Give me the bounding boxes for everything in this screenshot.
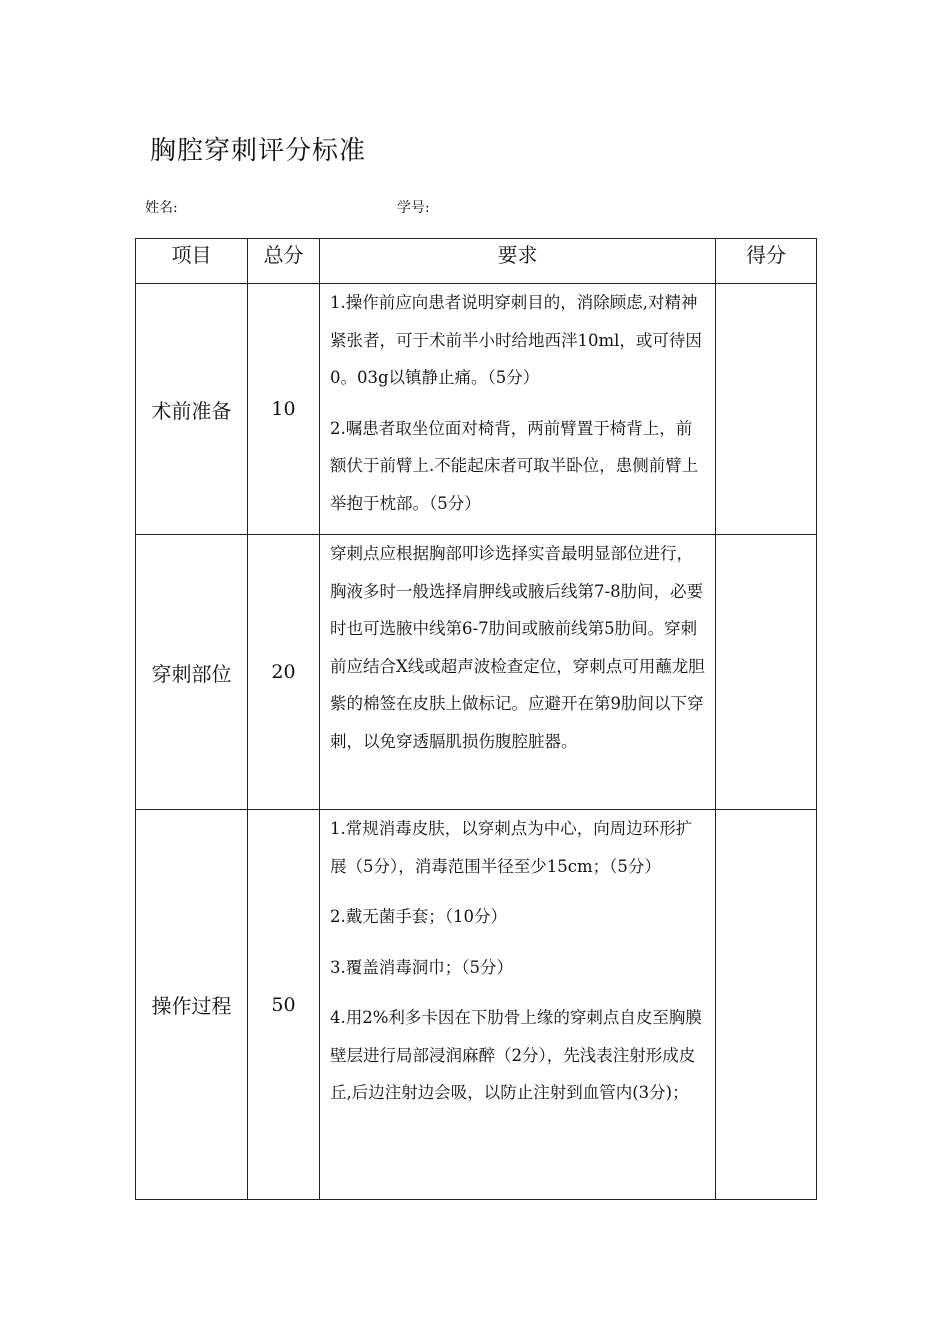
item-cell: 术前准备 [136,284,248,535]
requirement-text: 穿刺点应根据胸部叩诊选择实音最明显部位进行，胸液多时一般选择肩胛线或腋后线第7-8肋间，必要时也可选腋中线第6-7肋间或腋前线第5肋间。穿刺前应结合X线或超声波检查定位，穿刺点可用蘸龙胆紫的棉签在皮肤上做标记。应避开在第9肋间以下穿刺，以免穿透膈肌损伤腹腔脏器。 [330,544,705,751]
score-cell [716,810,817,1200]
requirement-text: 1.常规消毒皮肤，以穿刺点为中心，向周边环形扩展（5分），消毒范围半径至少15cm；（5分） [330,819,693,876]
requirement-text: 3.覆盖消毒洞巾；（5分） [330,957,513,977]
total-cell: 20 [248,535,320,810]
requirement-text: 4.用2%利多卡因在下肋骨上缘的穿刺点自皮至胸膜壁层进行局部浸润麻醉（2分），先浅表注射形成皮丘,后边注射边会吸，以防止注射到血管内(3分)； [330,1008,702,1102]
scoring-table [135,238,817,1200]
total-cell: 50 [248,810,320,1200]
name-label: 姓名: [145,200,178,216]
item-cell: 操作过程 [136,810,248,1200]
total-cell: 10 [248,284,320,535]
score-cell [716,535,817,810]
table-row [136,810,817,1200]
requirement-cell [320,284,716,535]
table-row [136,284,817,535]
table-row [136,535,817,810]
score-cell [716,284,817,535]
student-id-label: 学号: [397,200,430,216]
document-title: 胸腔穿刺评分标准 [150,136,367,166]
header-total: 总分 [248,239,320,284]
requirement-text: 1.操作前应向患者说明穿刺目的，消除顾虑,对精神紧张者，可于术前半小时给地西泮10ml，或可待因0。03g以镇静止痛。（5分） [330,293,702,387]
header-requirement: 要求 [320,239,716,284]
requirement-text: 2.嘱患者取坐位面对椅背，两前臂置于椅背上，前额伏于前臂上.不能起床者可取半卧位，患侧前臂上举抱于枕部。（5分） [330,418,699,513]
header-item: 项目 [136,239,248,284]
requirement-text: 2.戴无菌手套；（10分） [330,907,507,926]
requirement-cell [320,810,716,1200]
header-score: 得分 [716,239,817,284]
table-header-row [136,239,817,284]
requirement-cell [320,535,716,810]
item-cell: 穿刺部位 [136,535,248,810]
